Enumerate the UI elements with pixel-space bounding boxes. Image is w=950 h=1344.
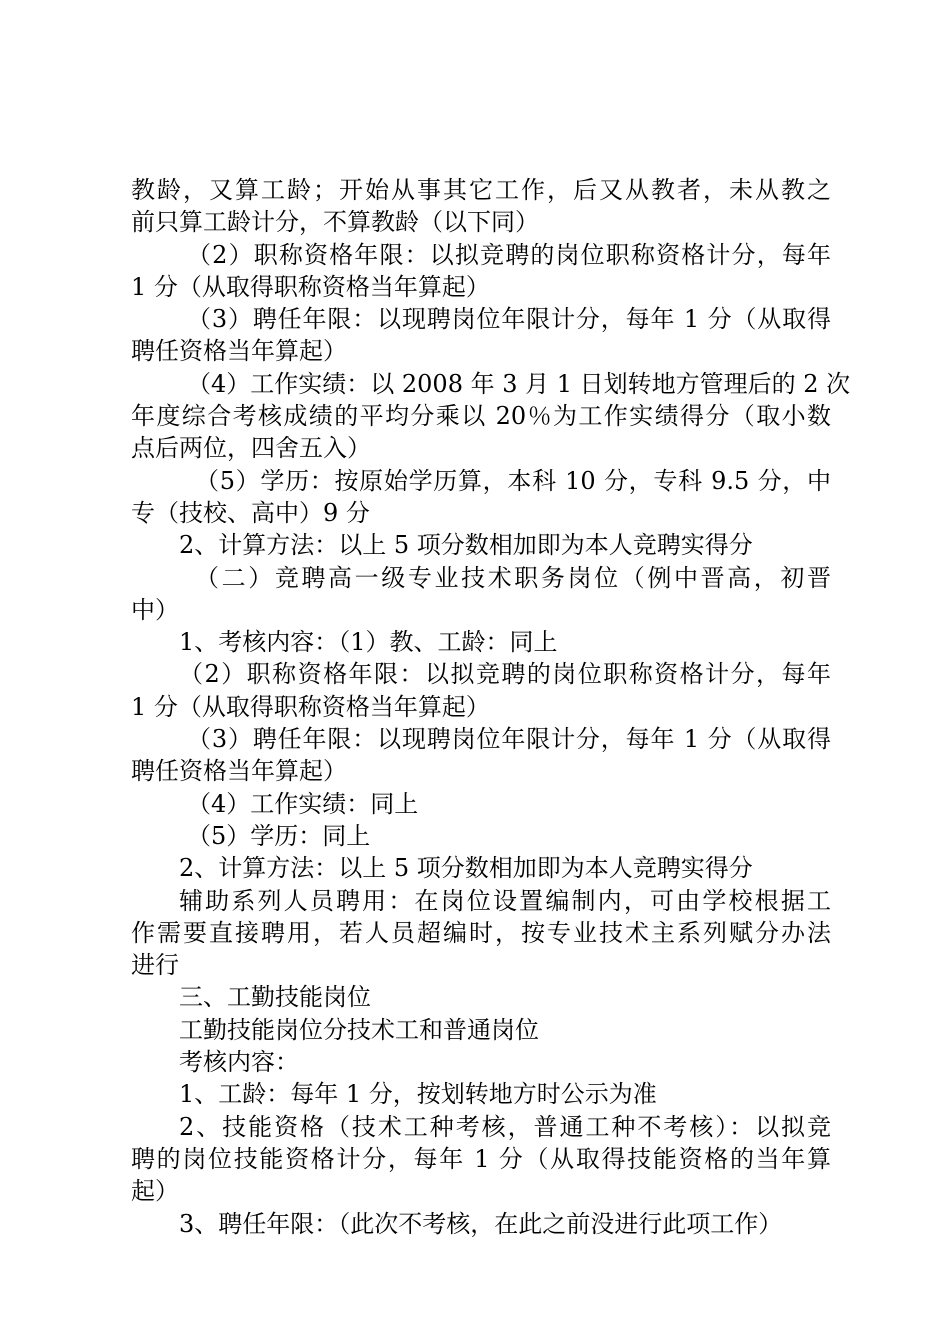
text-line: 1、工龄：每年 1 分，按划转地方时公示为准 [179,1080,657,1109]
text-line: （4）工作实绩：同上 [187,789,419,818]
text-line: 聘的岗位技能资格计分，每年 1 分（从取得技能资格的当年算 [131,1144,831,1173]
text-line: （5）学历：按原始学历算，本科 10 分，专科 9.5 分，中 [195,466,831,495]
text-line: 教龄，又算工龄；开始从事其它工作，后又从教者，未从教之 [131,176,831,204]
text-line: 2、技能资格（技术工种考核，普通工种不考核）：以拟竞 [179,1112,831,1141]
text-line: 聘任资格当年算起） [131,337,347,366]
text-line: 工勤技能岗位分技术工和普通岗位 [179,1015,539,1044]
text-line: 聘任资格当年算起） [131,757,347,786]
text-line: 点后两位，四舍五入） [131,434,371,463]
text-line: 中） [131,595,179,624]
text-line: 年度综合考核成绩的平均分乘以 20％为工作实绩得分（取小数 [131,402,831,431]
text-line: 辅助系列人员聘用：在岗位设置编制内，可由学校根据工 [179,886,831,915]
text-line: 1、考核内容：（1）教、工龄：同上 [179,628,558,657]
text-line: 1 分（从取得职称资格当年算起） [131,272,490,301]
text-line: 考核内容： [179,1048,299,1077]
text-line: 专（技校、高中）9 分 [131,498,370,527]
text-line: （2）职称资格年限：以拟竞聘的岗位职称资格计分，每年 [179,660,831,689]
text-line: 2、计算方法：以上 5 项分数相加即为本人竞聘实得分 [179,854,753,883]
text-line: 2、计算方法：以上 5 项分数相加即为本人竞聘实得分 [179,531,753,560]
text-line: （2）职称资格年限：以拟竞聘的岗位职称资格计分，每年 [187,240,831,269]
section-heading: 三、工勤技能岗位 [179,983,371,1012]
document-body [131,174,851,1240]
text-line: 前只算工龄计分，不算教龄（以下同） [131,208,539,237]
text-line: （4）工作实绩：以 2008 年 3 月 1 日划转地方管理后的 2 次 [187,369,851,398]
text-line: 1 分（从取得职称资格当年算起） [131,692,490,721]
text-line: （5）学历：同上 [187,821,371,850]
text-line: 3、聘任年限：（此次不考核，在此之前没进行此项工作） [179,1209,783,1238]
text-line: 起） [131,1177,179,1206]
text-line: 作需要直接聘用，若人员超编时，按专业技术主系列赋分办法 [131,918,831,947]
text-line: （二）竞聘高一级专业技术职务岗位（例中晋高，初晋 [195,563,831,592]
text-line: 进行 [131,951,179,980]
text-line: （3）聘任年限：以现聘岗位年限计分，每年 1 分（从取得 [187,305,831,334]
text-line: （3）聘任年限：以现聘岗位年限计分，每年 1 分（从取得 [187,725,831,754]
